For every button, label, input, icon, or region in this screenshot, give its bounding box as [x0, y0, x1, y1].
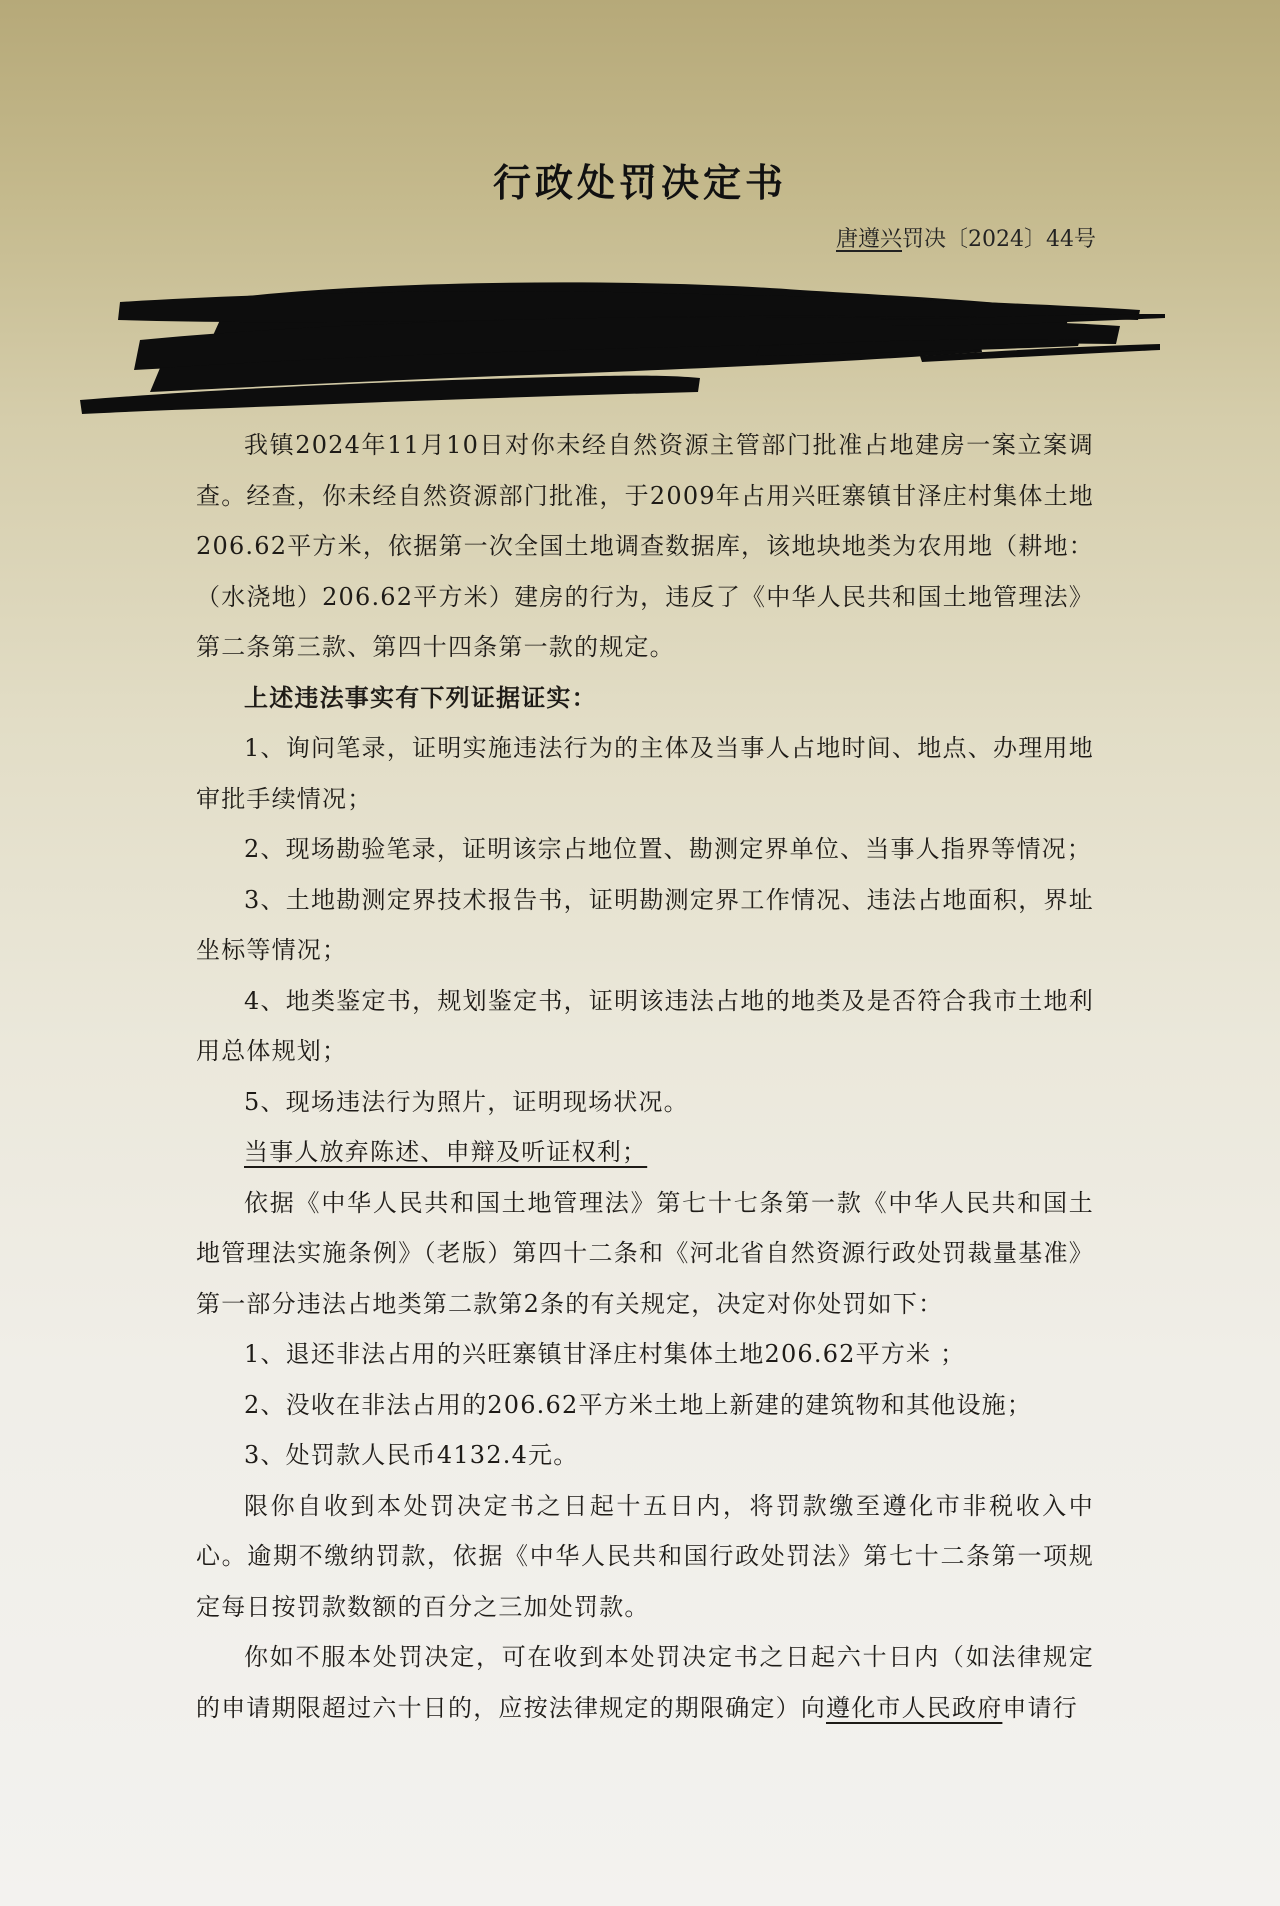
- case-paragraph: 我镇2024年11月10日对你未经自然资源主管部门批准占地建房一案立案调查。经查，你未经自然资源部门批准，于2009年占用兴旺寨镇甘泽庄村集体土地206.62平方米，依据第一次全国土地调查数据库，该地块地类为农用地（耕地：（水浇地）206.62平方米）建房的行为，违反了《中华人民共和国土地管理法》第二条第三款、第四十四条第一款的规定。: [196, 431, 1094, 661]
- appeal-text-end: 申请行: [1002, 1693, 1079, 1722]
- document-number: [836, 222, 1096, 253]
- redaction-scribble: [80, 280, 1180, 420]
- decision-item-1: 1、退还非法占用的兴旺寨镇甘泽庄村集体土地206.62平方米 ；: [244, 1340, 966, 1368]
- appeal-authority: 遵化市人民政府: [826, 1693, 1003, 1722]
- evidence-item-5: 5、现场违法行为照片，证明现场状况。: [244, 1087, 689, 1116]
- decision-item-2: 2、没收在非法占用的206.62平方米土地上新建的建筑物和其他设施；: [244, 1390, 1033, 1419]
- document-body: [196, 420, 1094, 1733]
- appeal-text-start: 你如不服本处罚决定，可在收到本处罚决定书之日起六十日内（如法律规定的申请期限超过六十日的，应按法律规定的期限确定）向: [196, 1643, 1094, 1722]
- decision-item-3: 3、处罚款人民币4132.4元。: [244, 1441, 579, 1469]
- payment-paragraph: 限你自收到本处罚决定书之日起十五日内，将罚款缴至遵化市非税收入中心。逾期不缴纳罚款，依据《中华人民共和国行政处罚法》第七十二条第一项规定每日按罚款数额的百分之三加处罚款。: [196, 1491, 1094, 1621]
- legal-basis-paragraph: 依据《中华人民共和国土地管理法》第七十七条第一款《中华人民共和国土地管理法实施条例》（老版）第四十二条和《河北省自然资源行政处罚裁量基准》第一部分违法占地类第二款第2条的有关规定，决定对你处罚如下：: [196, 1188, 1094, 1318]
- evidence-item-3: 3、土地勘测定界技术报告书，证明勘测定界工作情况、违法占地面积，界址坐标等情况；: [196, 885, 1094, 964]
- appeal-paragraph: [196, 1632, 1094, 1733]
- evidence-heading: 上述违法事实有下列证据证实：: [244, 682, 597, 712]
- document-number-prefix: 唐遵兴: [836, 227, 903, 252]
- evidence-item-2: 2、现场勘验笔录，证明该宗占地位置、勘测定界单位、当事人指界等情况；: [244, 835, 1093, 863]
- document-title: 行政处罚决定书: [492, 161, 787, 205]
- document-number-suffix: 罚决〔2024〕44号: [902, 227, 1096, 252]
- evidence-item-4: 4、地类鉴定书，规划鉴定书，证明该违法占地的地类及是否符合我市土地利用总体规划；: [196, 986, 1094, 1065]
- evidence-item-1: 1、询问笔录，证明实施违法行为的主体及当事人占地时间、地点、办理用地审批手续情况；: [196, 734, 1094, 813]
- waiver-statement: 当事人放弃陈述、申辩及听证权利；: [244, 1138, 648, 1166]
